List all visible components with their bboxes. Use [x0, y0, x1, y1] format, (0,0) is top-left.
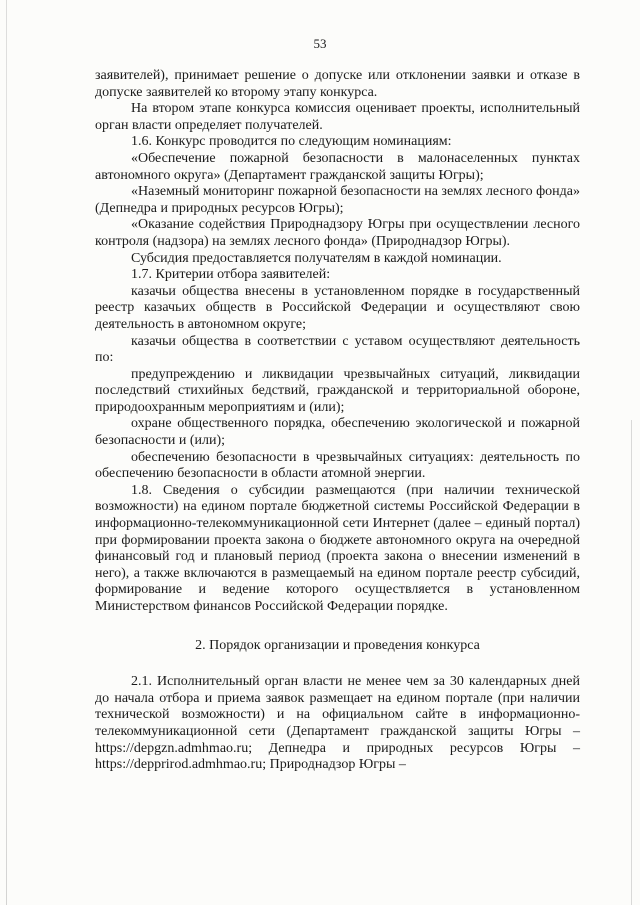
- paragraph: 1.8. Сведения о субсидии размещаются (при наличии технической возможности) на едином портале бюджетной системы Российской Федерации в информационно-телекоммуникационной сети Интернет (далее – единый портал) при формировании проекта закона о бюджете автономного округа на очередной финансовый год и плановый период (проекта закона о внесении изменений в него), а также включаются в размещаемый на едином портале реестр субсидий, формирование и ведение которого осуществляется в установленном Министерством финансов Российской Федерации порядке.: [95, 482, 580, 614]
- paragraph: 1.7. Критерии отбора заявителей:: [131, 267, 331, 283]
- paragraph: казачьи общества в соответствии с уставом осуществляют деятельность по:: [95, 333, 580, 366]
- page-number: 53: [313, 36, 327, 51]
- paragraph: «Наземный мониторинг пожарной безопасности на землях лесного фонда» (Депнедра и природных ресурсов Югры);: [95, 184, 580, 216]
- paragraph: Субсидия предоставляется получателям в каждой номинации.: [131, 250, 502, 266]
- document-body: [95, 68, 580, 774]
- section-heading: 2. Порядок организации и проведения конкурса: [195, 637, 480, 653]
- paragraph: 1.6. Конкурс проводится по следующим номинациям:: [131, 134, 452, 150]
- paragraph: заявителей), принимает решение о допуске или отклонении заявки и отказе в допуске заявителей ко второму этапу конкурса.: [95, 68, 580, 100]
- paragraph: охране общественного порядка, обеспечению экологической и пожарной безопасности и (или);: [95, 416, 580, 449]
- scan-edge-line: [631, 420, 632, 905]
- paragraph: 2.1. Исполнительный орган власти не менее чем за 30 календарных дней до начала отбора и приема заявок размещает на едином портале (при наличии технической возможности) и на официальном сайте в информационно-телекоммуникационной сети (Департамент гражданской защиты Югры – https://depgzn.admhmao.ru; Депнедра и природных ресурсов Югры – https://depprirod.admhmao.ru; Природнадзор Югры –: [95, 674, 580, 773]
- scan-edge-line: [6, 0, 7, 905]
- paragraph: предупреждению и ликвидации чрезвычайных ситуаций, ликвидации последствий стихийных бедствий, гражданской и территориальной обороне, природоохранным мероприятиям и (или);: [95, 366, 580, 415]
- paragraph: казачьи общества внесены в установленном порядке в государственный реестр казачьих обществ в Российской Федерации и осуществляют свою деятельность в автономном округе;: [95, 283, 580, 332]
- paragraph: На втором этапе конкурса комиссия оценивает проекты, исполнительный орган власти определяет получателей.: [95, 101, 580, 133]
- paragraph: «Оказание содействия Природнадзору Югры при осуществлении лесного контроля (надзора) на землях лесного фонда» (Природнадзор Югры).: [95, 217, 580, 249]
- paragraph: «Обеспечение пожарной безопасности в малонаселенных пунктах автономного округа» (Департамент гражданской защиты Югры);: [95, 150, 580, 183]
- paragraph: обеспечению безопасности в чрезвычайных ситуациях: деятельность по обеспечению безопасности в области атомной энергии.: [95, 449, 580, 482]
